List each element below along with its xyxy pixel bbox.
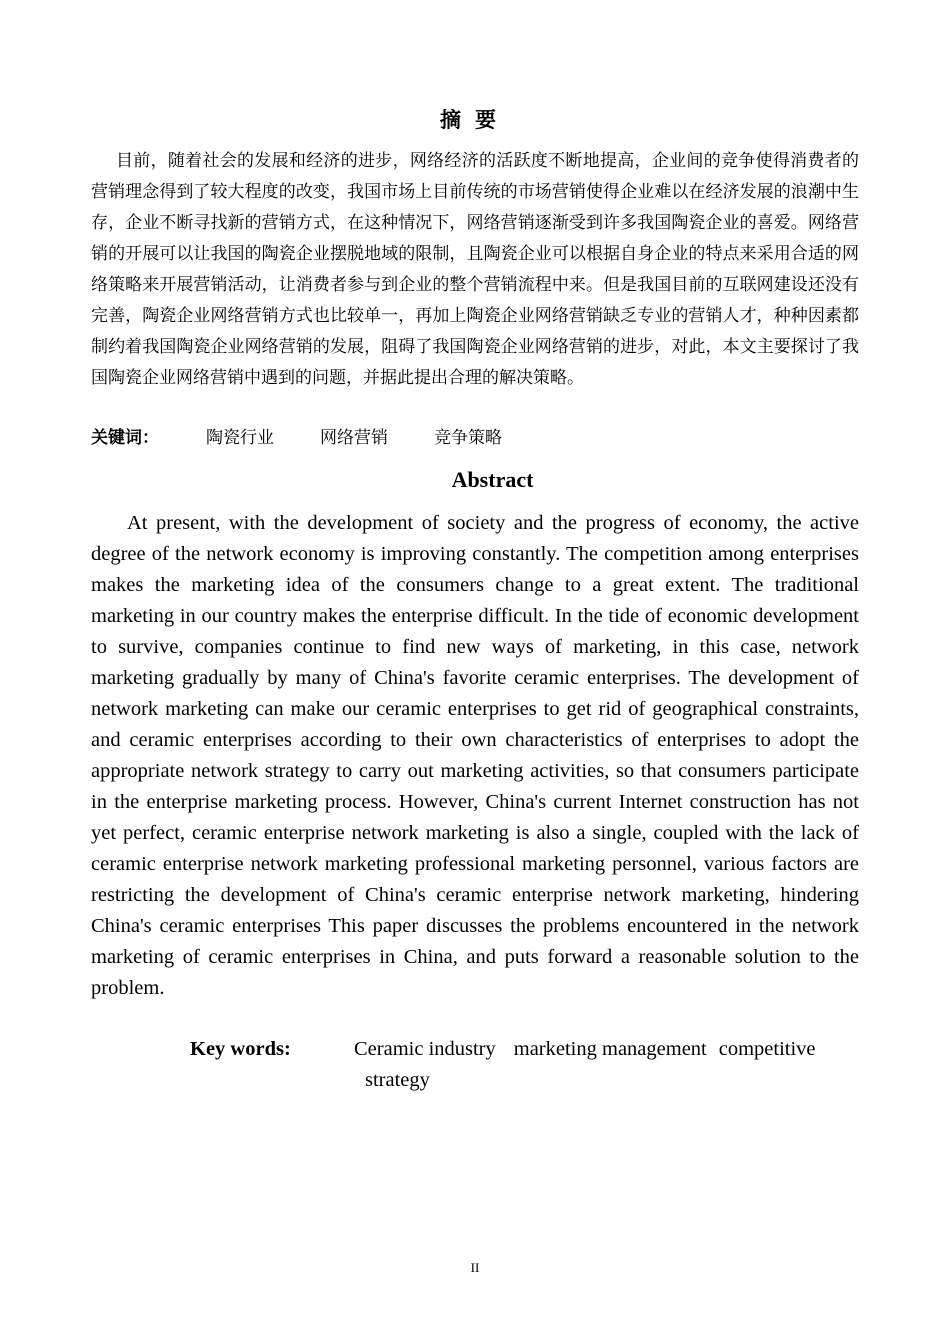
english-abstract-title: Abstract	[451, 467, 534, 492]
english-keyword: competitive	[718, 1038, 816, 1060]
chinese-keywords-label: 关键词：	[91, 428, 159, 448]
english-abstract-body: At present, with the development of society and the progress of economy, the active degree of the network economy is improving constantly. The competition among enterprises makes the marketing idea of the consumers change to a great extent. The traditional marketing in our country makes the enterprise difficult. In the tide of economic development to survive, companies continue to find new ways of marketing, in this case, network marketing gradually by many of China's favorite ceramic enterprises. The development of network marketing can make our ceramic enterprises to get rid of geographical constraints, and ceramic enterprises according to their own characteristics of enterprises to adopt the appropriate network strategy to carry out marketing activities, so that consumers participate in the enterprise marketing process. However, China's current Internet construction has not yet perfect, ceramic enterprise network marketing is also a single, coupled with the lack of ceramic enterprise network marketing professional marketing personnel, various factors are restricting the development of China's ceramic enterprise network marketing, hindering China's ceramic enterprises This paper discusses the problems encountered in the network marketing of ceramic enterprises in China, and puts forward a reasonable solution to the problem.	[91, 512, 859, 999]
chinese-abstract-title: 摘要	[440, 108, 510, 132]
english-keywords-label: Key words:	[190, 1038, 291, 1060]
english-keyword-continuation: strategy	[365, 1069, 430, 1091]
chinese-keyword: 陶瓷行业	[206, 428, 274, 448]
chinese-keywords-line	[91, 423, 859, 453]
english-keyword: Ceramic industry	[354, 1038, 496, 1060]
page-number: II	[470, 1260, 480, 1275]
chinese-abstract-body: 目前，随着社会的发展和经济的进步，网络经济的活跃度不断地提高，企业间的竞争使得消费者的营销理念得到了较大程度的改变，我国市场上目前传统的市场营销使得企业难以在经济发展的浪潮中生存，企业不断寻找新的营销方式，在这种情况下，网络营销逐渐受到许多我国陶瓷企业的喜爱。网络营销的开展可以让我国的陶瓷企业摆脱地域的限制，且陶瓷企业可以根据自身企业的特点来采用合适的网络策略来开展营销活动，让消费者参与到企业的整个营销流程中来。但是我国目前的互联网建设还没有完善，陶瓷企业网络营销方式也比较单一，再加上陶瓷企业网络营销缺乏专业的营销人才，种种因素都制约着我国陶瓷企业网络营销的发展，阻碍了我国陶瓷企业网络营销的进步，对此，本文主要探讨了我国陶瓷企业网络营销中遇到的问题，并据此提出合理的解决策略。	[91, 151, 859, 388]
english-keyword: marketing management	[513, 1038, 707, 1060]
english-keywords-values	[354, 1034, 859, 1065]
chinese-keyword: 竞争策略	[434, 428, 502, 448]
chinese-keyword: 网络营销	[320, 428, 388, 448]
